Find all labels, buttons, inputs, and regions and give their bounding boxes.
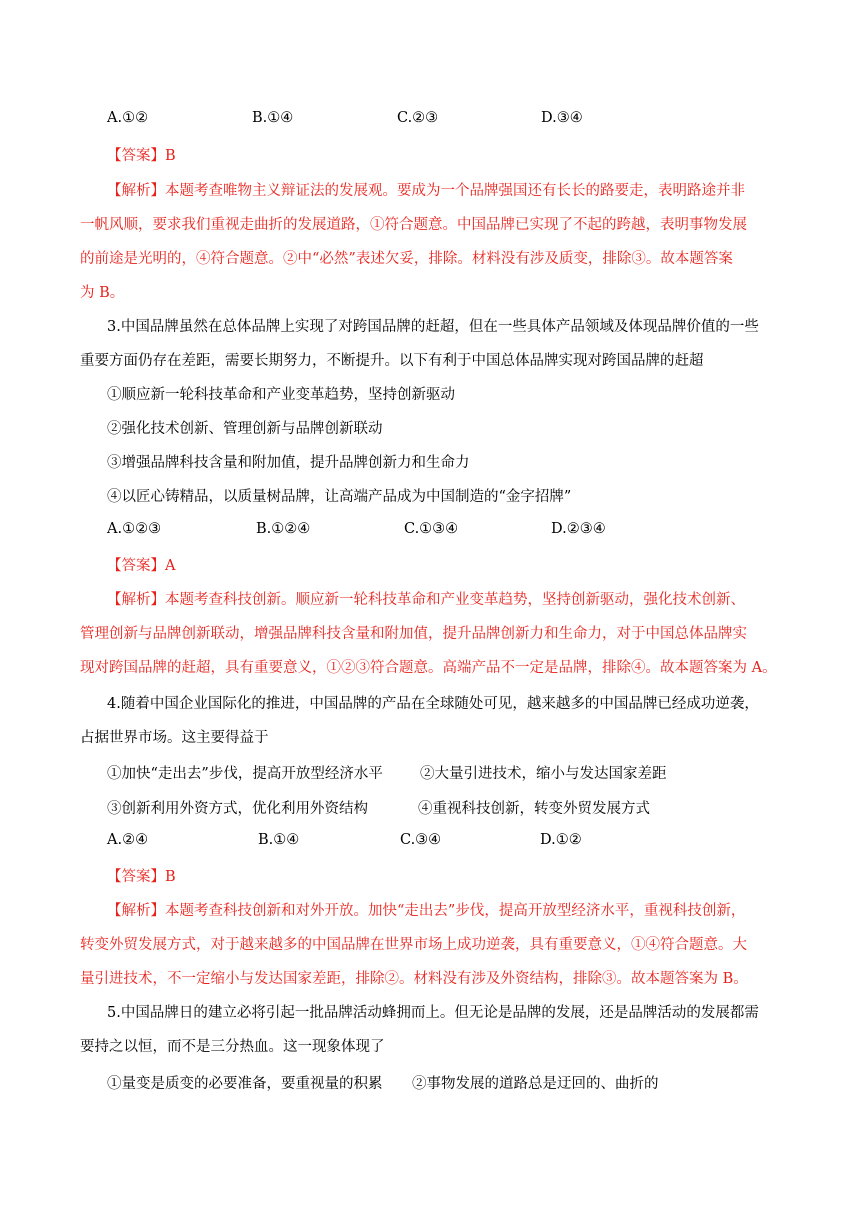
analysis-line: 【解析】本题考查唯物主义辩证法的发展观。要成为一个品牌强国还有长长的路要走，表明路途并非 [107, 183, 745, 199]
analysis-line: 的前途是光明的，④符合题意。②中“必然”表述欠妥，排除。材料没有涉及质变，排除③。故本题答案 [80, 251, 733, 267]
statement-item: ②大量引进技术，缩小与发达国家差距 [420, 766, 667, 782]
answer-value: B [165, 869, 176, 885]
analysis-tag: 【解析】 [107, 592, 165, 608]
option-b: B.①②④ [256, 521, 311, 537]
question-stem-line: 要持之以恒，而不是三分热血。这一现象体现了 [80, 1039, 385, 1055]
answer-value: A [165, 558, 176, 574]
statement-item: ③增强品牌科技含量和附加值，提升品牌创新力和生命力 [107, 455, 470, 471]
analysis-tag: 【解析】 [107, 183, 165, 199]
answer-tag: 【答案】 [107, 558, 165, 574]
analysis-line: 【解析】本题考查科技创新和对外开放。加快“走出去”步伐，提高开放型经济水平，重视科技创新， [107, 903, 746, 919]
statement-item: ②强化技术创新、管理创新与品牌创新联动 [107, 421, 383, 437]
answer-tag: 【答案】 [107, 869, 165, 885]
answer-value: B [165, 148, 176, 164]
question-stem-line: 3.中国品牌虽然在总体品牌上实现了对跨国品牌的赶超，但在一些具体产品领域及体现品牌价值的一些 [107, 319, 759, 335]
question-stem-line: 4.随着中国企业国际化的推进，中国品牌的产品在全球随处可见，越来越多的中国品牌已经成功逆袭， [107, 696, 759, 712]
option-c: C.③④ [400, 832, 442, 848]
option-a: A.①② [107, 110, 149, 126]
question-stem-line: 占据世界市场。这主要得益于 [80, 730, 269, 746]
analysis-line: 一帆风顺，要求我们重视走曲折的发展道路，①符合题意。中国品牌已实现了不起的跨越，表明事物发展 [80, 217, 747, 233]
q3-answer [107, 556, 809, 576]
analysis-line: 【解析】本题考查科技创新。顺应新一轮科技革命和产业变革趋势，坚持创新驱动，强化技术创新、 [107, 592, 745, 608]
q4-answer [107, 867, 809, 887]
statement-item: ④以匠心铸精品，以质量树品牌，让高端产品成为中国制造的“金字招牌” [107, 489, 572, 505]
analysis-tag: 【解析】 [107, 903, 165, 919]
analysis-line: 量引进技术，不一定缩小与发达国家差距，排除②。材料没有涉及外资结构，排除③。故本题答案为 B。 [80, 971, 748, 987]
statement-item: ③创新利用外资方式，优化利用外资结构 [107, 801, 368, 817]
statement-item: ①顺应新一轮科技革命和产业变革趋势，坚持创新驱动 [107, 387, 455, 403]
analysis-line: 现对跨国品牌的赶超，具有重要意义，①②③符合题意。高端产品不一定是品牌，排除④。故本题答案为 A。 [80, 660, 777, 676]
statement-item: ①量变是质变的必要准备，要重视量的积累 [107, 1076, 383, 1092]
analysis-line: 管理创新与品牌创新联动，增强品牌科技含量和附加值，提升品牌创新力和生命力，对于中国总体品牌实 [80, 626, 747, 642]
option-d: D.②③④ [551, 521, 606, 537]
answer-tag: 【答案】 [107, 148, 165, 164]
option-b: B.①④ [258, 832, 300, 848]
statement-item: ②事物发展的道路总是迂回的、曲折的 [412, 1076, 659, 1092]
option-a: A.①②③ [107, 521, 162, 537]
analysis-line: 为 B。 [80, 285, 125, 301]
q2-answer [107, 146, 809, 166]
option-c: C.①③④ [404, 521, 459, 537]
option-c: C.②③ [397, 110, 439, 126]
statement-item: ④重视科技创新，转变外贸发展方式 [418, 801, 650, 817]
option-d: D.①② [540, 832, 582, 848]
option-b: B.①④ [252, 110, 294, 126]
question-stem-line: 重要方面仍存在差距，需要长期努力，不断提升。以下有利于中国总体品牌实现对跨国品牌的赶超 [80, 353, 704, 369]
statement-item: ①加快“走出去”步伐，提高开放型经济水平 [107, 766, 383, 782]
option-d: D.③④ [541, 110, 583, 126]
question-stem-line: 5.中国品牌日的建立必将引起一批品牌活动蜂拥而上。但无论是品牌的发展，还是品牌活动的发展都需 [107, 1005, 759, 1021]
analysis-line: 转变外贸发展方式，对于越来越多的中国品牌在世界市场上成功逆袭，具有重要意义，①④符合题意。大 [80, 937, 747, 953]
option-a: A.②④ [107, 832, 149, 848]
